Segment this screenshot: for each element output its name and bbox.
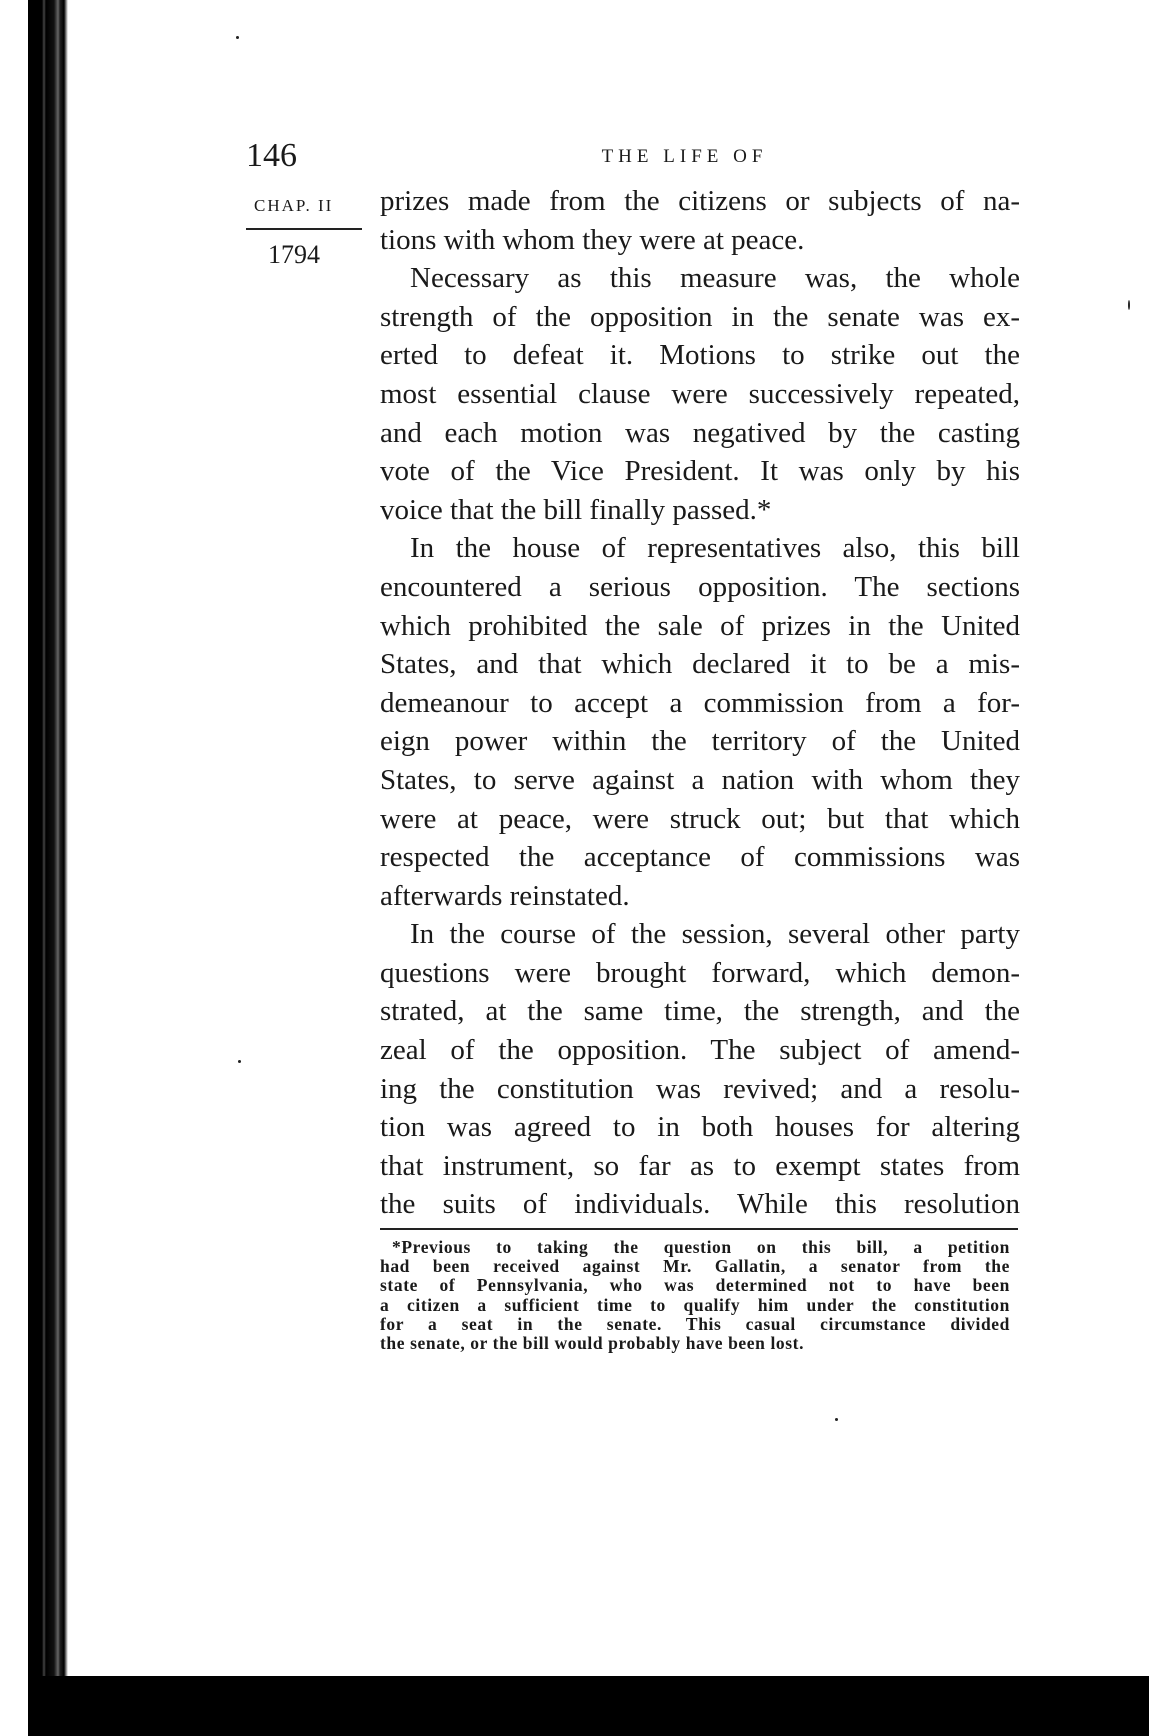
body-line: In the course of the session, several other party (410, 918, 1020, 951)
margin-rule (246, 228, 362, 230)
body-line: were at peace, were struck out; but that which (380, 802, 1020, 835)
margin-chapter-note: CHAP. II (254, 196, 334, 215)
binding-shadow-bottom (28, 1676, 1149, 1736)
body-line: vote of the Vice President. It was only by his (380, 455, 1020, 488)
body-line: strength of the opposition in the senate was ex- (380, 300, 1020, 333)
body-line: and each motion was negatived by the casting (380, 416, 1020, 449)
body-line: which prohibited the sale of prizes in the United (380, 609, 1020, 642)
body-line: encountered a serious opposition. The sections (380, 570, 1020, 603)
body-text (380, 182, 1020, 1224)
body-line: Necessary as this measure was, the whole (410, 262, 1020, 295)
binding-shadow-left (28, 0, 68, 1736)
body-line: States, to serve against a nation with whom they (380, 763, 1020, 796)
footnote-line: for a seat in the senate. This casual circumstance divided (380, 1313, 1010, 1334)
footnote (380, 1238, 1010, 1353)
running-head: THE LIFE OF (601, 146, 768, 167)
body-line: demeanour to accept a commission from a for- (380, 686, 1020, 719)
page-number: 146 (246, 137, 297, 174)
footnote-line: a citizen a sufficient time to qualify him under the constitution (380, 1294, 1010, 1315)
scan-speck (1128, 300, 1130, 310)
body-line: ing the constitution was revived; and a resolu- (380, 1072, 1020, 1105)
footnote-line: state of Pennsylvania, who was determined not to have been (380, 1275, 1010, 1296)
body-line: the suits of individuals. While this resolution (380, 1188, 1020, 1221)
scan-speck (236, 36, 239, 39)
body-line: States, and that which declared it to be a mis- (380, 648, 1020, 681)
body-line: eign power within the territory of the United (380, 725, 1020, 758)
body-line: most essential clause were successively repeated, (380, 377, 1020, 410)
body-line: In the house of representatives also, this bill (410, 532, 1020, 565)
footnote-line: *Previous to taking the question on this bill, a petition (392, 1237, 1010, 1257)
body-line: erted to defeat it. Motions to strike out the (380, 339, 1020, 372)
scan-speck (835, 1418, 838, 1421)
footnote-line: the senate, or the bill would probably have been lost. (380, 1333, 805, 1354)
body-line: zeal of the opposition. The subject of amend- (380, 1034, 1020, 1067)
margin-year-note: 1794 (268, 240, 320, 269)
body-line: questions were brought forward, which demon- (380, 956, 1020, 989)
footnote-rule (380, 1228, 1018, 1230)
footnote-line: had been received against Mr. Gallatin, a senator from the (380, 1256, 1010, 1277)
body-line: that instrument, so far as to exempt states from (380, 1149, 1020, 1182)
body-line: voice that the bill finally passed.* (380, 493, 772, 526)
body-line: prizes made from the citizens or subjects of na- (380, 185, 1020, 217)
body-line: afterwards reinstated. (380, 879, 630, 912)
body-line: tions with whom they were at peace. (380, 223, 805, 256)
scan-speck (238, 1060, 241, 1063)
body-line: tion was agreed to in both houses for altering (380, 1111, 1020, 1144)
body-line: respected the acceptance of commissions was (380, 841, 1020, 874)
body-line: strated, at the same time, the strength, and the (380, 995, 1020, 1028)
